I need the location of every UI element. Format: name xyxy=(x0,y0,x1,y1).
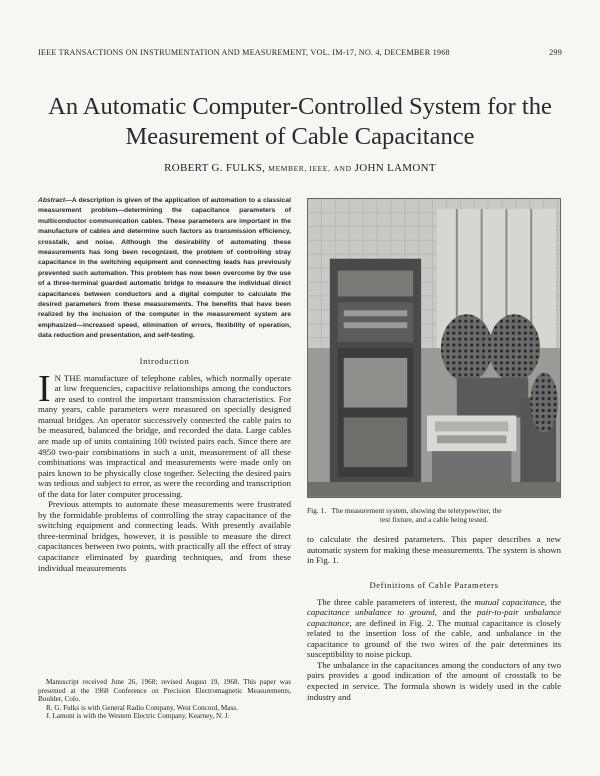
abstract xyxy=(38,196,291,342)
author-line xyxy=(0,162,600,174)
unbalance-paragraph: The unbalance in the capacitances among the conductors of any two pairs provides a good indication of the amount of crosstalk to be expected in service. The formula shown is widely used in the cable industry and xyxy=(307,659,561,702)
drop-cap: I xyxy=(38,367,51,410)
footnotes xyxy=(38,678,291,721)
term-mutual-capacitance: mutual capacitance xyxy=(474,596,545,607)
title-line-2: Measurement of Cable Capacitance xyxy=(125,123,475,150)
intro-paragraph-1 xyxy=(38,367,291,500)
abstract-text: —A description is given of the application of automation to a classical measurement problem—determining the capacitance parameters of multiconductor communication cables. These parameters are important in the manufacture of cables and determine such factors as transmission efficiency, crosstalk, and noise. Although the desirability of automating these measurements has long been recognized, the problem of controlling stray capacitance in the switching equipment and connecting leads has previously prevented such automation. This problem has now been overcome by the use of a three-terminal guarded automatic bridge to measure the individual direct capacitances between conductors and a digital computer to calculate the desired parameters from these measurements. The benefits that have been realized by the inclusion of the computer in the measurement system are emphasized—increased speed, elimination of errors, flexibility of operation, data reduction and presentation, and self-testing. xyxy=(38,197,291,340)
footnote-received: Manuscript received June 26, 1968; revised August 19, 1968. This paper was presented at the 1968 Conference on Precision Electromagnetic Measurements, Boulder, Colo. xyxy=(38,678,291,704)
def-text-4: , are defined in Fig. 2. The mutual capacitance is closely related to the insertion loss of the cable, and unbalance in the capacitance to ground of the two wires of the pair determines its susceptibility to noise pickup. xyxy=(307,617,561,660)
running-header xyxy=(38,48,562,57)
figure-1-photo xyxy=(307,198,561,498)
journal-citation: IEEE TRANSACTIONS ON INSTRUMENTATION AND MEASUREMENT, VOL. IM-17, NO. 4, DECEMBER 1968 xyxy=(38,48,450,57)
right-column xyxy=(307,198,561,702)
author-membership: MEMBER, IEEE, xyxy=(268,164,331,173)
figure-1-caption xyxy=(307,506,561,524)
author-conjunction: AND xyxy=(333,164,352,173)
page-number: 299 xyxy=(549,48,562,57)
author-lamont: JOHN LAMONT xyxy=(354,162,436,174)
floor xyxy=(308,482,560,497)
intro-paragraph-2: Previous attempts to automate these measurements were frustrated by the formidable problems of controlling the stray capacitance of the switching equipment and connecting leads. With presently available three-terminal bridges, however, it is possible to measure the direct capacitances between two points, with practically all the effect of stray capacitance eliminated by guarding techniques, and from these individual measurements xyxy=(38,499,291,573)
title-line-1: An Automatic Computer-Controlled System for the xyxy=(48,93,552,120)
def-text-3: , and the xyxy=(434,607,477,618)
figure-caption-line-1: The measurement system, showing the teletypewriter, the xyxy=(331,506,502,515)
figure-caption-line-2: test fixture, and a cable being tested. xyxy=(380,515,488,524)
left-column xyxy=(38,196,291,573)
paper-title xyxy=(0,92,600,152)
abstract-label: Abstract xyxy=(38,197,66,204)
footnote-fulks: R. G. Fulks is with General Radio Company, West Concord, Mass. xyxy=(46,703,238,712)
author-fulks: ROBERT G. FULKS, xyxy=(164,162,266,174)
figure-label: Fig. 1. xyxy=(307,506,327,515)
term-pair-to-pair-unbalance: pair-to-pair unbalance capacitance xyxy=(307,607,562,628)
footnote-lamont: J. Lamont is with the Western Electric Company, Kearney, N. J. xyxy=(46,712,230,721)
section-heading-introduction: Introduction xyxy=(139,355,190,366)
def-text-2: , the xyxy=(544,596,561,607)
intro-paragraph-1-text: N THE manufacture of telephone cables, which normally operate at low frequencies, capacitive relationships among the conductors are used to control the important transmission characteristics. For many years, cable parameters were measured on specially designed manual bridges. An operator successively connected the cable pairs to be measured, balanced the bridge, and recorded the data. Large cables are made up of units containing 100 twisted pairs each. Since there are 4950 two-pair combinations in such a unit, measurement of all these combinations was impractical and measurements were made only on pairs known to be physically close together. Selecting the desired pairs was tedious and subject to error, as were the recording and transcription of the data for later computer processing. xyxy=(38,372,291,499)
teletypewriter xyxy=(427,415,516,490)
term-capacitance-unbalance: capacitance unbalance to ground xyxy=(307,607,435,618)
def-text-1: The three cable parameters of interest, the xyxy=(317,596,475,607)
section-heading-definitions: Definitions of Cable Parameters xyxy=(369,579,499,590)
definitions-paragraph xyxy=(307,597,561,660)
equipment-cabinet xyxy=(330,259,421,487)
continuation-paragraph: to calculate the desired parameters. This paper describes a new automatic system for making these measurements. The system is shown in Fig. 1. xyxy=(307,534,561,566)
